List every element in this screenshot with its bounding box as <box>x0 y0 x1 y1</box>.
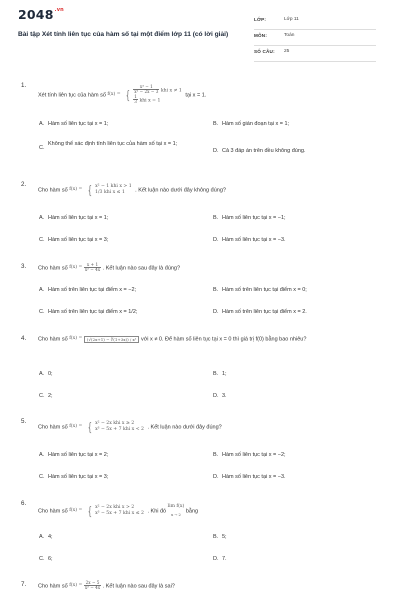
question-text <box>38 85 206 105</box>
piecewise-function <box>86 184 132 196</box>
option-label: A. <box>39 287 45 293</box>
limit-expression <box>168 503 185 519</box>
option-label: C. <box>39 393 45 399</box>
option-text: Hàm số trên liên tục tại điểm x = 2. <box>222 309 307 315</box>
option-label: D. <box>213 474 219 480</box>
option-text: Hàm số gián đoạn tại x = 1; <box>222 121 290 127</box>
option-text: Hàm số liên tục tại x = 3; <box>48 237 109 243</box>
question-number: 6. <box>21 500 27 507</box>
question-tail: . Kết luận nào dưới đây không đúng? <box>135 187 226 194</box>
option-label: C. <box>39 237 45 243</box>
option-text: Hàm số liên tục tại x = 1; <box>48 215 109 221</box>
question-stem: Xét tính liên tục của hàm số <box>38 92 106 99</box>
piece-condition: khi x = 1 <box>139 98 161 104</box>
question-tail: tại x = 1. <box>185 92 207 99</box>
meta-key: SỐ CÂU: <box>254 49 275 54</box>
question-text <box>38 335 358 343</box>
function-name: f(x) = <box>69 336 83 341</box>
option-text: Hàm số liên tục tại x = −3. <box>222 237 286 243</box>
meta-key: MÔN: <box>254 33 268 38</box>
option-label: C. <box>39 145 45 151</box>
option-label: B. <box>213 452 219 458</box>
piece-expression: x² − 2x <box>95 505 112 510</box>
option-label: B. <box>213 215 219 221</box>
piece-condition: khi x ≤ 1 <box>103 190 125 195</box>
limit-subscript: x → 2 <box>171 513 181 517</box>
denominator: x² − 4x <box>84 585 101 591</box>
piecewise-rows <box>95 421 144 433</box>
question-number: 4. <box>21 335 27 342</box>
piece-expression: x² − 1 <box>95 184 110 189</box>
question-number: 1. <box>21 82 27 89</box>
denominator: x² − 2x − 3 <box>134 89 159 95</box>
numerator: x + 1 <box>84 263 101 268</box>
page-header <box>0 0 400 62</box>
document-title: Bài tập Xét tính liên tục của hàm số tại một điểm lớp 11 (có lời giải) <box>18 31 229 38</box>
option-label: D. <box>213 393 219 399</box>
question-stem: Cho hàm số <box>38 187 68 194</box>
option-text: 6; <box>48 556 53 562</box>
meta-row-subject <box>254 30 376 46</box>
question-number: 5. <box>21 418 27 425</box>
meta-row-class <box>254 14 376 30</box>
question-stem: Cho hàm số <box>38 424 68 431</box>
function-name: f(x) = <box>69 424 83 429</box>
meta-value: Lớp 11 <box>284 17 299 22</box>
option-text: 4; <box>48 534 53 540</box>
option-label: B. <box>213 534 219 540</box>
numerator: 1 <box>134 93 137 99</box>
question-stem: Cho hàm số <box>38 336 68 343</box>
question-number: 2. <box>21 181 27 188</box>
piece-condition: khi x ≥ 2 <box>113 421 135 426</box>
option-text: 3. <box>222 393 227 399</box>
piecewise-function <box>124 85 182 105</box>
piece-expression: x³ − 5x + 7 <box>95 427 122 432</box>
question-connector: . Khi đó <box>147 508 167 515</box>
meta-value: 25 <box>284 49 290 54</box>
option-label: B. <box>213 121 219 127</box>
piecewise-function <box>86 505 144 517</box>
piece-expression: x³ − 5x + 7 <box>95 511 122 516</box>
question-text <box>38 263 180 273</box>
piece-condition: khi x > 2 <box>113 505 135 510</box>
fraction <box>133 85 159 95</box>
option-label: A. <box>39 452 45 458</box>
option-label: A. <box>39 534 45 540</box>
radical-expression: (√(2x+1) − ∛(1+3x)) / x² <box>84 336 140 343</box>
question-tail: . Kết luận nào sau đây là đúng? <box>102 265 181 272</box>
question-text <box>38 581 175 591</box>
meta-table <box>254 14 376 62</box>
piece-row <box>95 511 144 517</box>
piece-row <box>95 427 144 433</box>
question-stem: Cho hàm số <box>38 508 68 515</box>
option-text: Hàm số liên tục tại x = 2; <box>48 452 109 458</box>
option-text: Hàm số trên liên tục tại điểm x = 0; <box>222 287 307 293</box>
question-stem: Cho hàm số <box>38 265 68 272</box>
piece-expression: x² − 2x <box>95 421 112 426</box>
option-text: 1; <box>222 371 227 377</box>
question-text <box>38 503 198 519</box>
option-text: Hàm số trên liên tục tại điểm x = 1/2; <box>48 309 138 315</box>
option-text: 0; <box>48 371 53 377</box>
brace-icon: { <box>125 87 131 102</box>
denominator: 3 <box>134 99 137 105</box>
function-name: f(x) = <box>69 508 83 513</box>
meta-row-count <box>254 46 376 62</box>
meta-key: LỚP: <box>254 17 267 22</box>
piece-row <box>133 95 182 105</box>
option-text: Hàm số liên tục tại x = 1; <box>48 121 109 127</box>
option-text: 7. <box>222 556 227 562</box>
numerator: 2x − 5 <box>85 580 100 585</box>
piece-row <box>95 190 132 196</box>
function-name: f(x) = <box>69 187 83 192</box>
option-text: 2; <box>48 393 53 399</box>
question-number: 3. <box>21 263 27 270</box>
piecewise-function <box>86 421 144 433</box>
option-label: D. <box>213 237 219 243</box>
option-text: Cả 3 đáp án trên đều không đúng. <box>222 148 306 154</box>
site-logo[interactable] <box>18 7 64 22</box>
option-text: Hàm số liên tục tại x = 3; <box>48 474 109 480</box>
option-label: D. <box>213 148 219 154</box>
function-name: f(x) = <box>107 91 121 97</box>
piecewise-rows <box>95 184 132 196</box>
fraction <box>133 95 138 105</box>
option-label: D. <box>213 556 219 562</box>
piece-condition: khi x < 2 <box>122 427 144 432</box>
piece-expression: 1/3 <box>95 190 103 195</box>
option-label: B. <box>213 371 219 377</box>
piece-condition: khi x ≤ 2 <box>122 511 144 516</box>
question-tail: . Kết luận nào sau đây là sai? <box>102 583 175 590</box>
limit-operator: lim f(x) <box>167 504 185 509</box>
option-text: Hàm số liên tục tại x = −2; <box>222 452 286 458</box>
question-tail: với x ≠ 0. Để hàm số liên tục tại x = 0 thì giá trị f(0) bằng bao nhiêu? <box>140 336 307 343</box>
option-label: C. <box>39 556 45 562</box>
logo-suffix: .vn <box>54 7 64 13</box>
question-text <box>38 421 222 433</box>
option-label: C. <box>39 474 45 480</box>
numerator: x³ − 1 <box>133 85 159 90</box>
question-stem: Cho hàm số <box>38 583 68 590</box>
option-label: C. <box>39 309 45 315</box>
brace-icon: { <box>87 183 92 197</box>
meta-value: Toán <box>284 33 295 38</box>
logo-text: 2048 <box>18 7 54 22</box>
option-text: Hàm số trên liên tục tại điểm x = −2; <box>48 287 137 293</box>
option-label: A. <box>39 371 45 377</box>
question-number: 7. <box>21 581 27 588</box>
piecewise-rows <box>95 505 144 517</box>
function-name: f(x) = <box>69 582 83 588</box>
fraction <box>84 263 101 273</box>
brace-icon: { <box>87 504 92 518</box>
option-text: Không thể xác định tính liên tục của hàm số tại x = 1; <box>48 141 178 147</box>
function-name: f(x) = <box>69 264 83 270</box>
question-tail: bằng <box>185 508 199 515</box>
option-text: 5; <box>222 534 227 540</box>
fraction <box>84 581 101 591</box>
piece-row <box>133 85 182 95</box>
piece-condition: khi x > 1 <box>110 184 132 189</box>
piecewise-rows <box>133 85 182 105</box>
option-label: B. <box>213 287 219 293</box>
piece-condition: khi x ≠ 1 <box>160 88 182 94</box>
option-label: D. <box>213 309 219 315</box>
option-label: A. <box>39 121 45 127</box>
question-text <box>38 184 226 196</box>
denominator: x² − 4x <box>84 267 101 273</box>
option-text: Hàm số liên tục tại x = −1; <box>222 215 286 221</box>
option-label: A. <box>39 215 45 221</box>
option-text: Hàm số liên tục tại x = −3. <box>222 474 286 480</box>
question-tail: . Kết luận nào dưới đây đúng? <box>147 424 222 431</box>
brace-icon: { <box>87 420 92 434</box>
